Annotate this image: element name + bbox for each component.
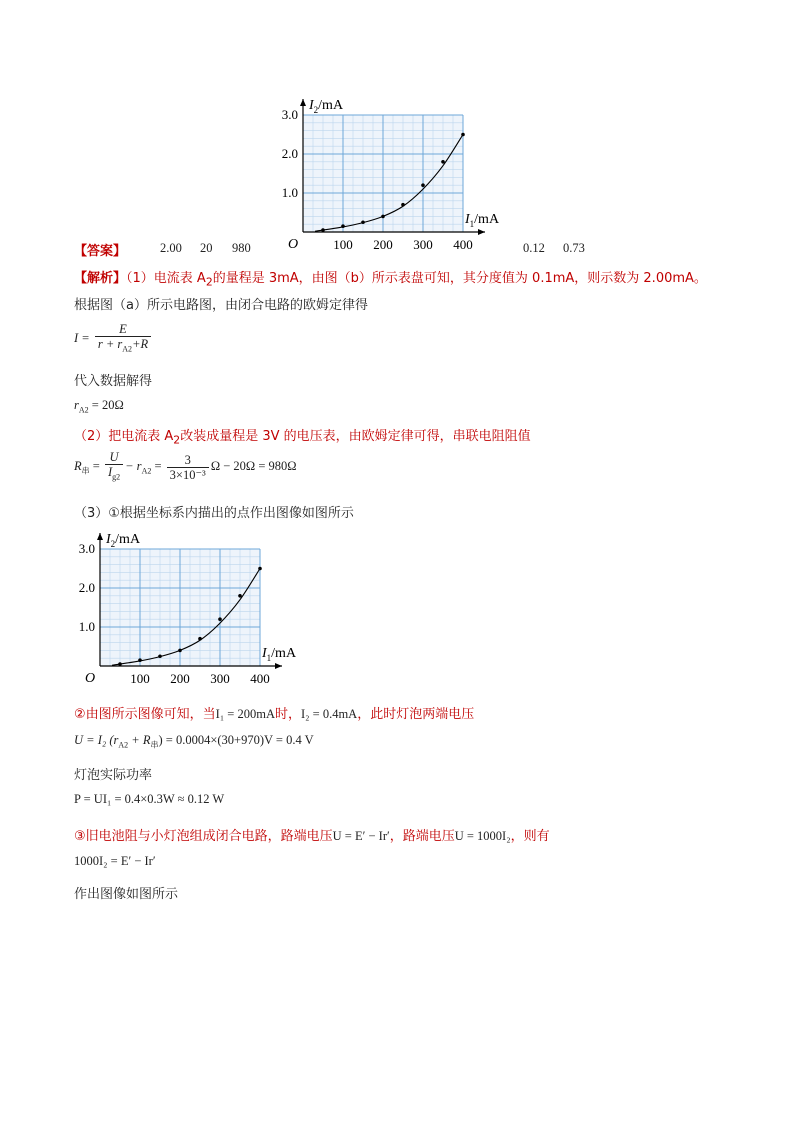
x-tick-label: 300 — [210, 671, 230, 686]
y-tick-label: 3.0 — [281, 107, 298, 122]
data-point — [218, 617, 222, 621]
analysis-p1 — [74, 267, 707, 289]
origin-label: O — [288, 237, 299, 252]
data-point — [401, 203, 405, 207]
eq4-rest: ) = 0.0004×(30+970)V = 0.4 V — [158, 733, 314, 747]
analysis-p9: 作出图像如图所示 — [74, 887, 179, 902]
eq3-lhs: R — [74, 459, 82, 474]
p6-text-c: ，此时灯泡两端电压 — [357, 707, 475, 722]
data-point — [238, 594, 242, 598]
x-tick-label: 200 — [170, 671, 190, 686]
p6-text-a: ②由图所示图像可知，当 — [74, 707, 216, 722]
eq2-sub: A2 — [78, 405, 89, 415]
y-tick-label: 2.0 — [281, 146, 298, 161]
eq3-num1: U — [109, 450, 119, 464]
eq1-den: r + r — [97, 337, 123, 351]
eq4-mid: + R — [128, 733, 151, 747]
eq3-fraction-2 — [167, 453, 209, 482]
answer-value-1: 2.00 — [160, 241, 182, 255]
x-axis-label: $I_1/mA$ — [262, 646, 297, 663]
data-point — [118, 662, 122, 666]
y-axis-label: $I_2/mA$ — [309, 98, 344, 115]
p8-eq2: U = 1000I₂ — [454, 829, 511, 843]
x-tick-label: 200 — [373, 237, 393, 252]
eq3-den1: I — [107, 465, 113, 479]
eq3-mid: − r — [125, 459, 142, 474]
data-point — [138, 658, 142, 662]
x-tick-label: 300 — [413, 237, 433, 252]
eq1-lhs: I = — [74, 331, 90, 346]
p4-sub: 2 — [173, 433, 181, 447]
x-tick-label: 400 — [453, 237, 473, 252]
origin-label: O — [85, 671, 96, 686]
p8-eq1: U = E′ − Ir′ — [332, 829, 390, 843]
analysis-p6 — [74, 703, 474, 722]
y-tick-label: 2.0 — [78, 580, 95, 595]
data-point — [441, 160, 445, 164]
p4-text: （2）把电流表 A — [74, 429, 174, 444]
y-tick-label: 3.0 — [78, 541, 95, 556]
eq1-den-sub: A2 — [122, 344, 133, 354]
data-point — [361, 220, 365, 224]
answer-value-2: 20 — [200, 241, 213, 255]
equation-5: P = UI₁ = 0.4×0.3W ≈ 0.12 W — [74, 792, 225, 806]
answer-value-5: 0.73 — [563, 241, 585, 255]
equation-4 — [74, 733, 314, 751]
eq1-num: E — [119, 322, 127, 336]
p4-rest: 改装成量程是 3V 的电压表，由欧姆定律可得，串联电阻阻值 — [180, 429, 531, 444]
answer-row — [74, 240, 126, 259]
analysis-p4 — [74, 425, 531, 447]
eq3-num2: 3 — [167, 453, 209, 468]
eq3-den2: 3×10⁻³ — [169, 467, 206, 482]
x-tick-label: 100 — [130, 671, 150, 686]
analysis-p7: 灯泡实际功率 — [74, 768, 153, 783]
y-axis-arrow — [97, 533, 103, 540]
x-axis-label: $I_1/mA$ — [465, 212, 500, 229]
data-point — [178, 649, 182, 653]
eq1-den-rest: +R — [132, 337, 149, 351]
answer-value-4: 0.12 — [523, 241, 545, 255]
p1-rest: 的量程是 3mA，由图（b）所示表盘可知，其分度值为 0.1mA，则示数为 2.00mA。 — [212, 271, 707, 286]
equation-6: 1000I₂ = E′ − Ir′ — [74, 854, 156, 868]
answer-label: 【答案】 — [74, 244, 127, 259]
data-point — [381, 215, 385, 219]
p1-text: （1）电流表 A — [126, 271, 206, 286]
chart-top — [270, 88, 500, 256]
analysis-p3: 代入数据解得 — [74, 374, 153, 389]
equation-2 — [74, 398, 124, 415]
x-tick-label: 100 — [333, 237, 353, 252]
y-tick-label: 1.0 — [78, 619, 95, 634]
data-point — [421, 183, 425, 187]
p1-sub: 2 — [205, 275, 213, 289]
data-point — [321, 228, 325, 232]
eq1-fraction — [95, 322, 151, 357]
answer-value-3: 980 — [232, 241, 251, 255]
equation-1 — [74, 322, 153, 357]
analysis-p2: 根据图（a）所示电路图，由闭合电路的欧姆定律得 — [74, 298, 368, 313]
p6-eq2: I₂ = 0.4mA — [301, 707, 358, 721]
p8-text-b: ，路端电压 — [389, 829, 455, 844]
x-axis-arrow — [275, 663, 282, 669]
data-point — [341, 224, 345, 228]
y-axis-label: $I_2/mA$ — [106, 532, 141, 549]
eq4-a: U = I₂ (r — [74, 733, 119, 747]
equation-3: $R_串$ = $\frac{U}{I_{g2}}$ − $r_{A2}$ = $\frac{3}{\text{3×10⁻³}}$ Ω − 20Ω = 980Ω — [74, 450, 297, 485]
p8-text-c: ，则有 — [510, 829, 550, 844]
chart-bottom — [70, 528, 310, 688]
plot-area — [79, 532, 297, 686]
data-point — [258, 567, 262, 571]
plot-area — [282, 98, 500, 252]
data-point — [158, 654, 162, 658]
eq3-den1-sub: g2 — [112, 472, 121, 482]
data-point — [461, 133, 465, 137]
p6-text-b: 时， — [274, 707, 301, 722]
eq2-rest: = 20Ω — [88, 398, 124, 412]
eq2-r: r — [74, 398, 79, 412]
analysis-label: 【解析】 — [74, 271, 127, 286]
y-axis-arrow — [300, 99, 306, 106]
eq3-rest: Ω − 20Ω = 980Ω — [210, 459, 297, 474]
eq3-lhs-sub: 串 — [81, 466, 90, 476]
analysis-p8 — [74, 825, 550, 844]
eq3-fraction-1 — [105, 450, 123, 485]
x-axis-arrow — [478, 229, 485, 235]
eq3-mid-sub: A2 — [141, 466, 152, 476]
x-tick-label: 400 — [250, 671, 270, 686]
analysis-p5: （3）①根据坐标系内描出的点作出图像如图所示 — [74, 506, 354, 521]
p8-text-a: ③旧电池阻与小灯泡组成闭合电路，路端电压 — [74, 829, 333, 844]
p6-eq1: I₁ = 200mA — [215, 707, 275, 721]
eq4-sub2: 串 — [150, 740, 159, 750]
data-point — [198, 637, 202, 641]
y-tick-label: 1.0 — [281, 185, 298, 200]
eq4-sub: A2 — [118, 740, 129, 750]
